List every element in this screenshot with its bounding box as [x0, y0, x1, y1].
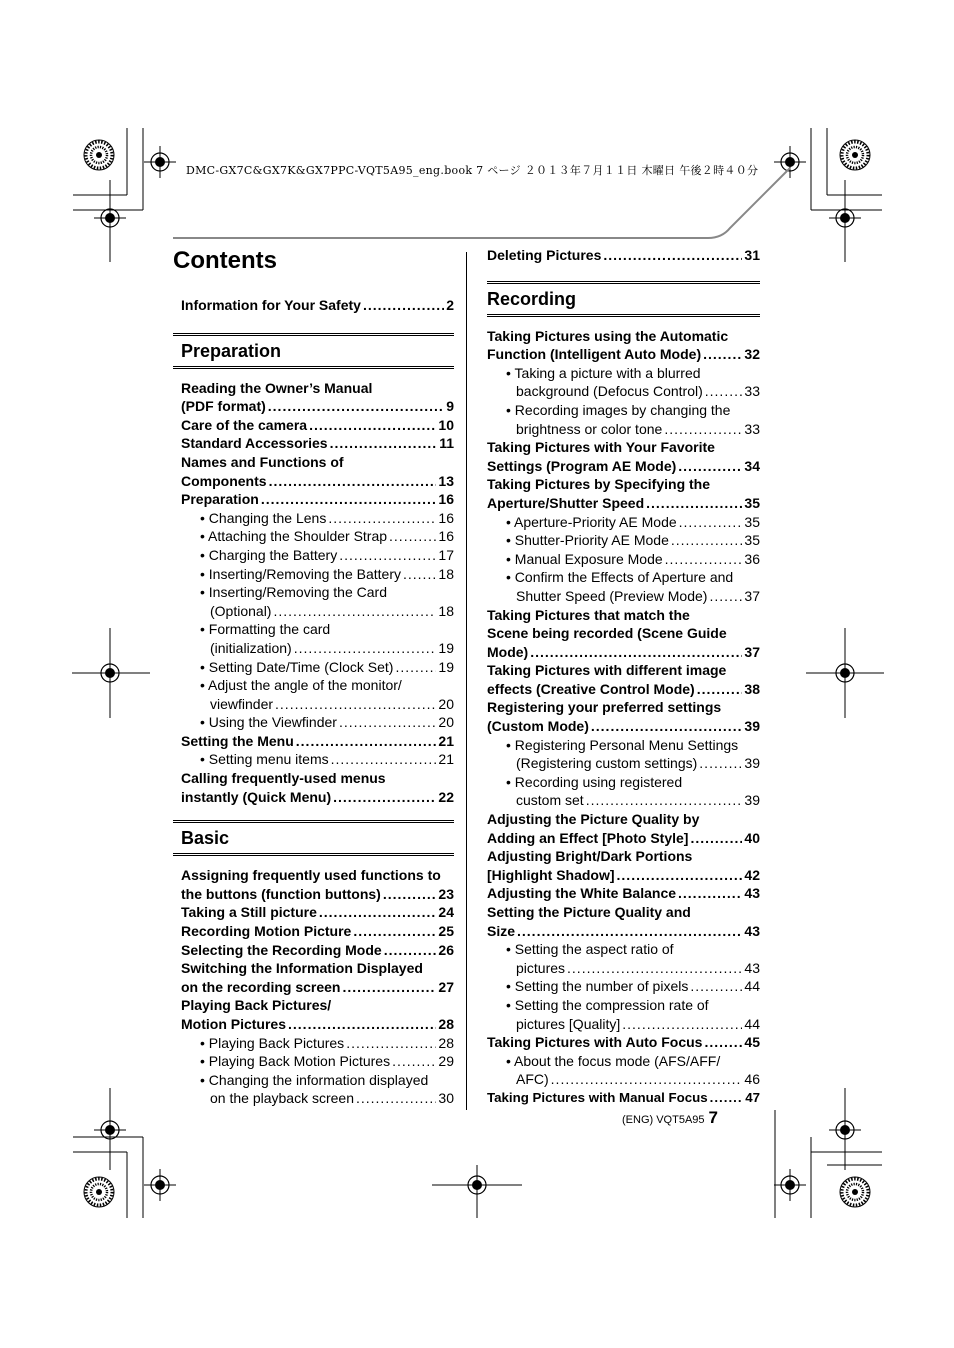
- crosshair-icon: [774, 1169, 806, 1201]
- toc-subentry-viewfinder[interactable]: • Using the Viewfinder ..... 20: [173, 713, 454, 732]
- toc-entry-intelligent-auto[interactable]: Function (Intelligent Auto Mode) ..... 32: [487, 345, 760, 364]
- toc-subentry-custom-set[interactable]: custom set ..... 39: [487, 791, 760, 810]
- column-divider: [466, 252, 467, 1110]
- toc-entry-manual-focus[interactable]: Taking Pictures with Manual Focus ..... 47: [487, 1089, 760, 1108]
- toc-entry-info-display[interactable]: on the recording screen ..... 27: [173, 978, 454, 997]
- toc-subentry-battery[interactable]: • Inserting/Removing the Battery ..... 18: [173, 565, 454, 584]
- manual-code: (ENG) VQT5A95: [622, 1114, 705, 1126]
- toc-entry-care[interactable]: Care of the camera ..... 10: [173, 416, 454, 435]
- toc-entry-photo-style[interactable]: Adjusting the Picture Quality by: [487, 811, 700, 828]
- toc-subentry-card[interactable]: (Optional) ..... 18: [173, 602, 454, 621]
- toc-entry-deleting[interactable]: Deleting Pictures ..... 31: [487, 246, 760, 265]
- toc-entry-menu[interactable]: Setting the Menu ..... 21: [173, 732, 454, 751]
- section-heading-basic: Basic: [173, 820, 454, 856]
- toc-entry-still[interactable]: Taking a Still picture ..... 24: [173, 903, 454, 922]
- toc-entry-scene-guide[interactable]: Taking Pictures that match the: [487, 606, 690, 623]
- toc-entry-names[interactable]: Names and Functions of: [181, 453, 344, 470]
- toc-subentry-custom-set[interactable]: • Recording using registered: [506, 773, 683, 790]
- toc-subentry-charging[interactable]: • Charging the Battery ..... 17: [173, 546, 454, 565]
- toc-subentry-strap[interactable]: • Attaching the Shoulder Strap ..... 16: [173, 527, 454, 546]
- toc-subentry-focus-mode[interactable]: • About the focus mode (AFS/AFF/: [506, 1052, 721, 1069]
- toc-entry-scene-guide[interactable]: Scene being recorded (Scene Guide: [487, 625, 727, 642]
- toc-entry-photo-style[interactable]: Adding an Effect [Photo Style] ..... 40: [487, 829, 760, 848]
- toc-entry-creative-control[interactable]: Taking Pictures with different image: [487, 662, 727, 679]
- toc-subentry-adjust-monitor[interactable]: • Adjust the angle of the monitor/: [200, 677, 402, 694]
- toc-subentry-defocus[interactable]: • Taking a picture with a blurred: [506, 364, 701, 381]
- toc-subentry-formatting[interactable]: • Formatting the card: [200, 621, 331, 638]
- toc-entry-function-buttons[interactable]: the buttons (function buttons) ..... 23: [173, 885, 454, 904]
- toc-subentry-play-motion[interactable]: • Playing Back Motion Pictures ..... 29: [173, 1052, 454, 1071]
- toc-entry-aperture-shutter[interactable]: Aperture/Shutter Speed ..... 35: [487, 494, 760, 513]
- toc-subentry-preview[interactable]: Shutter Speed (Preview Mode) ..... 37: [487, 587, 760, 606]
- toc-entry-reading[interactable]: (PDF format) ..... 9: [173, 397, 454, 416]
- toc-entry-safety[interactable]: Information for Your Safety ..... 2: [173, 296, 454, 315]
- toc-subentry-register-custom[interactable]: • Registering Personal Menu Settings: [506, 736, 739, 753]
- toc-entry-preparation[interactable]: Preparation ..... 16: [173, 490, 454, 509]
- registration-dial-icon: [84, 1177, 114, 1207]
- toc-subentry-pixels[interactable]: • Setting the number of pixels ..... 44: [487, 977, 760, 996]
- toc-entry-highlight-shadow[interactable]: [Highlight Shadow] ..... 42: [487, 866, 760, 885]
- toc-right-column: [487, 246, 760, 1108]
- toc-subentry-aspect-ratio[interactable]: pictures ..... 43: [487, 959, 760, 978]
- toc-subentry-clock[interactable]: • Setting Date/Time (Clock Set) ..... 19: [173, 658, 454, 677]
- toc-subentry-lens[interactable]: • Changing the Lens ..... 16: [173, 509, 454, 528]
- page-title: Contents: [173, 247, 277, 274]
- toc-subentry-play-pictures[interactable]: • Playing Back Pictures ..... 28: [173, 1034, 454, 1053]
- toc-subentry-register-custom[interactable]: (Registering custom settings) ..... 39: [487, 754, 760, 773]
- toc-entry-function-buttons[interactable]: Assigning frequently used functions to: [181, 867, 441, 884]
- toc-subentry-aperture-priority[interactable]: • Aperture-Priority AE Mode ..... 35: [487, 513, 760, 532]
- toc-entry-info-display[interactable]: Switching the Information Displayed: [181, 960, 423, 977]
- toc-entry-program-ae[interactable]: Settings (Program AE Mode) ..... 34: [487, 457, 760, 476]
- toc-subentry-card[interactable]: • Inserting/Removing the Card: [200, 584, 387, 601]
- crosshair-icon: [144, 1169, 176, 1201]
- page-footer: [622, 1108, 718, 1128]
- toc-entry-aperture-shutter[interactable]: Taking Pictures by Specifying the: [487, 476, 711, 493]
- toc-entry-auto-focus[interactable]: Taking Pictures with Auto Focus ..... 45: [487, 1033, 760, 1052]
- toc-entry-picture-quality[interactable]: Setting the Picture Quality and: [487, 904, 691, 920]
- toc-entry-highlight-shadow[interactable]: Adjusting Bright/Dark Portions: [487, 848, 693, 865]
- toc-subentry-defocus[interactable]: background (Defocus Control) ..... 33: [487, 382, 760, 401]
- toc-subentry-formatting[interactable]: (initialization) ..... 19: [173, 639, 454, 658]
- toc-entry-program-ae[interactable]: Taking Pictures with Your Favorite: [487, 439, 715, 456]
- toc-subentry-manual-exposure[interactable]: • Manual Exposure Mode ..... 36: [487, 550, 760, 569]
- toc-subentry-playback-info[interactable]: • Changing the information displayed: [200, 1071, 429, 1088]
- toc-subentry-playback-info[interactable]: on the playback screen ..... 30: [173, 1089, 454, 1108]
- registration-dial-icon: [840, 140, 870, 170]
- toc-subentry-preview[interactable]: • Confirm the Effects of Aperture and: [506, 569, 734, 586]
- crosshair-icon: [774, 146, 806, 178]
- toc-subentry-compression[interactable]: pictures [Quality] ..... 44: [487, 1015, 760, 1034]
- toc-entry-quick-menu[interactable]: instantly (Quick Menu) ..... 22: [173, 788, 454, 807]
- toc-entry-reading[interactable]: Reading the Owner’s Manual: [181, 379, 373, 396]
- toc-entry-scene-guide[interactable]: Mode) ..... 37: [487, 643, 760, 662]
- toc-entry-intelligent-auto[interactable]: Taking Pictures using the Automatic: [487, 327, 729, 344]
- registration-dial-icon: [84, 140, 114, 170]
- toc-subentry-focus-mode[interactable]: AFC) ..... 46: [487, 1070, 760, 1089]
- toc-entry-playback[interactable]: Playing Back Pictures/: [181, 997, 332, 1014]
- toc-subentry-brightness[interactable]: brightness or color tone ..... 33: [487, 420, 760, 439]
- toc-entry-motion[interactable]: Recording Motion Picture ..... 25: [173, 922, 454, 941]
- book-file-header: DMC-GX7C&GX7K&GX7PPC-VQT5A95_eng.book 7 ページ ２０１３年７月１１日 木曜日 午後２時４０分: [186, 164, 759, 177]
- toc-subentry-aspect-ratio[interactable]: • Setting the aspect ratio of: [506, 941, 674, 958]
- toc-subentry-menu-items[interactable]: • Setting menu items ..... 21: [173, 750, 454, 769]
- section-heading-recording: Recording: [487, 281, 760, 317]
- section-heading-preparation: Preparation: [173, 333, 454, 369]
- toc-entry-custom-mode[interactable]: Registering your preferred settings: [487, 699, 722, 716]
- registration-dial-icon: [840, 1177, 870, 1207]
- toc-entry-quick-menu[interactable]: Calling frequently-used menus: [181, 770, 386, 787]
- toc-entry-creative-control[interactable]: effects (Creative Control Mode) ..... 38: [487, 680, 760, 699]
- toc-entry-custom-mode[interactable]: (Custom Mode) ..... 39: [487, 717, 760, 736]
- toc-left-column: [173, 246, 454, 1108]
- toc-entry-recording-mode[interactable]: Selecting the Recording Mode ..... 26: [173, 941, 454, 960]
- toc-entry-names[interactable]: Components ..... 13: [173, 472, 454, 491]
- toc-subentry-shutter-priority[interactable]: • Shutter-Priority AE Mode ..... 35: [487, 531, 760, 550]
- toc-entry-white-balance[interactable]: Adjusting the White Balance ..... 43: [487, 884, 760, 903]
- crosshair-icon: [144, 146, 176, 178]
- toc-entry-standard-accessories[interactable]: Standard Accessories ..... 11: [173, 434, 454, 453]
- toc-subentry-compression[interactable]: • Setting the compression rate of: [506, 996, 709, 1013]
- toc-subentry-adjust-monitor[interactable]: viewfinder ..... 20: [173, 695, 454, 714]
- toc-entry-picture-quality[interactable]: Size ..... 43: [487, 922, 760, 941]
- page-number: 7: [708, 1108, 718, 1127]
- toc-entry-playback[interactable]: Motion Pictures ..... 28: [173, 1015, 454, 1034]
- toc-subentry-brightness[interactable]: • Recording images by changing the: [506, 401, 731, 418]
